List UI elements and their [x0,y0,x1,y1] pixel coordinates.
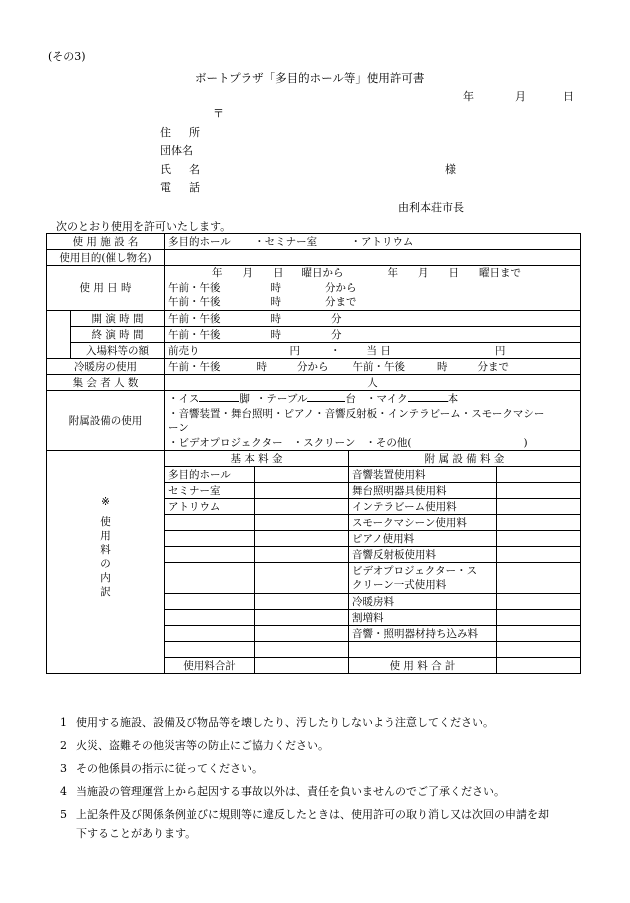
basic-item [165,610,255,626]
permit-table [46,233,581,674]
address-label: 住 所 [160,126,200,139]
basic-item: 多目的ホール [165,467,255,483]
page-title: ボートプラザ「多目的ホール等」使用許可書 [195,71,425,85]
equip-amount [497,531,581,547]
basic-item [165,515,255,531]
equip-header: 附 属 設 備 料 金 [349,451,581,467]
breakdown-label: ※ 使 用 料 の 内 訳 [47,451,165,674]
equip-item: 音響装置使用料 [349,467,497,483]
note-item: 4 当施設の管理運営上から起因する事故以外は、責任を負いませんのでご了承ください。 [60,785,505,798]
basic-amount [255,467,349,483]
basic-item [165,547,255,563]
basic-item [165,594,255,610]
equip-amount [497,483,581,499]
equip-item: ピアノ使用料 [349,531,497,547]
ac-value: 午前・午後 時 分から 午前・午後 時 分まで [165,359,581,375]
basic-item: セミナー室 [165,483,255,499]
equip-amount [497,467,581,483]
org-label: 団体名 [160,144,193,157]
equip-item: 冷暖房料 [349,594,497,610]
intro-text: 次のとおり使用を許可いたします。 [56,220,232,233]
basic-amount [255,594,349,610]
basic-amount [255,547,349,563]
basic-total-label: 使用料合計 [165,658,255,674]
equip-amount [497,626,581,642]
equip-item [349,642,497,658]
basic-amount [255,531,349,547]
ac-label: 冷暖房の使用 [47,359,165,375]
basic-amount [255,483,349,499]
note-item: 1 使用する施設、設備及び物品等を壊したり、汚したりしないよう注意してください。 [60,716,494,729]
facility-label: 使 用 施 設 名 [47,234,165,250]
name-label: 氏 名 [160,163,200,176]
issuer: 由利本荘市長 [398,201,464,214]
note-item: 3 その他係員の指示に従ってください。 [60,762,263,775]
purpose-label: 使用目的(催し物名) [47,250,165,266]
date-day: 日 [563,90,574,103]
basic-total-amount [255,658,349,674]
basic-header: 基 本 料 金 [165,451,349,467]
equip-item: 音響・照明器材持ち込み料 [349,626,497,642]
equip-amount [497,563,581,594]
equip-item: ビデオプロジェクター・ス クリーン一式使用料 [349,563,497,594]
open-value: 午前・午後 時 分 [165,311,581,327]
date-label: 使 用 日 時 [47,266,165,311]
facility-value: 多目的ホール ・セミナー室 ・アトリウム [165,234,581,250]
equip-amount [497,499,581,515]
close-label: 終 演 時 間 [71,327,165,343]
date-month: 月 [515,90,526,103]
honorific: 様 [445,163,456,176]
date-value: 年 月 日 曜日から 年 月 日 曜日まで 午前・午後 時 分から 午前・午後 時 分まで [165,266,581,311]
equip-amount [497,642,581,658]
equip-amount [497,594,581,610]
purpose-value [165,250,581,266]
basic-item: アトリウム [165,499,255,515]
notes-list [60,711,549,845]
equip-amount [497,610,581,626]
equip-amount [497,547,581,563]
basic-amount [255,610,349,626]
fee-value: 前売り 円 ・ 当 日 円 [165,343,581,359]
basic-amount [255,626,349,642]
equip-item: 割増料 [349,610,497,626]
note-item-continued: 下することがあります。 [76,827,197,840]
equip-item: 音響反射板使用料 [349,547,497,563]
basic-item [165,626,255,642]
equip-item: スモークマシーン使用料 [349,515,497,531]
form-number: (その3) [48,50,86,63]
date-year: 年 [463,90,474,103]
fee-label: 入場料等の額 [71,343,165,359]
basic-amount [255,515,349,531]
sub-indent [47,311,71,359]
people-label: 集 会 者 人 数 [47,375,165,391]
equip-item: インテラビーム使用料 [349,499,497,515]
basic-amount [255,499,349,515]
close-value: 午前・午後 時 分 [165,327,581,343]
people-value: 人 [165,375,581,391]
open-label: 開 演 時 間 [71,311,165,327]
postal-mark: 〒 [213,107,224,120]
equip-item: 舞台照明器具使用料 [349,483,497,499]
basic-amount [255,563,349,594]
note-item: 2 火災、盗難その他災害等の防止にご協力ください。 [60,739,329,752]
equip-total-amount [497,658,581,674]
equip-total-label: 使 用 料 合 計 [349,658,497,674]
equip-value: ・イス 脚 ・テーブル 台 ・マイク 本 ・音響装置・舞台照明・ピアノ・音響反射板・インテラビーム・スモークマシー ーン ・ビデオプロジェクター ・スクリーン ・その他( ) [165,391,581,451]
equip-amount [497,515,581,531]
basic-amount [255,642,349,658]
equip-label: 附属設備の使用 [47,391,165,451]
note-item: 5 上記条件及び関係条例並びに規則等に違反したときは、使用許可の取り消し又は次回の申請を却 [60,808,549,821]
basic-item [165,531,255,547]
phone-label: 電 話 [160,181,200,194]
basic-item [165,563,255,594]
basic-item [165,642,255,658]
